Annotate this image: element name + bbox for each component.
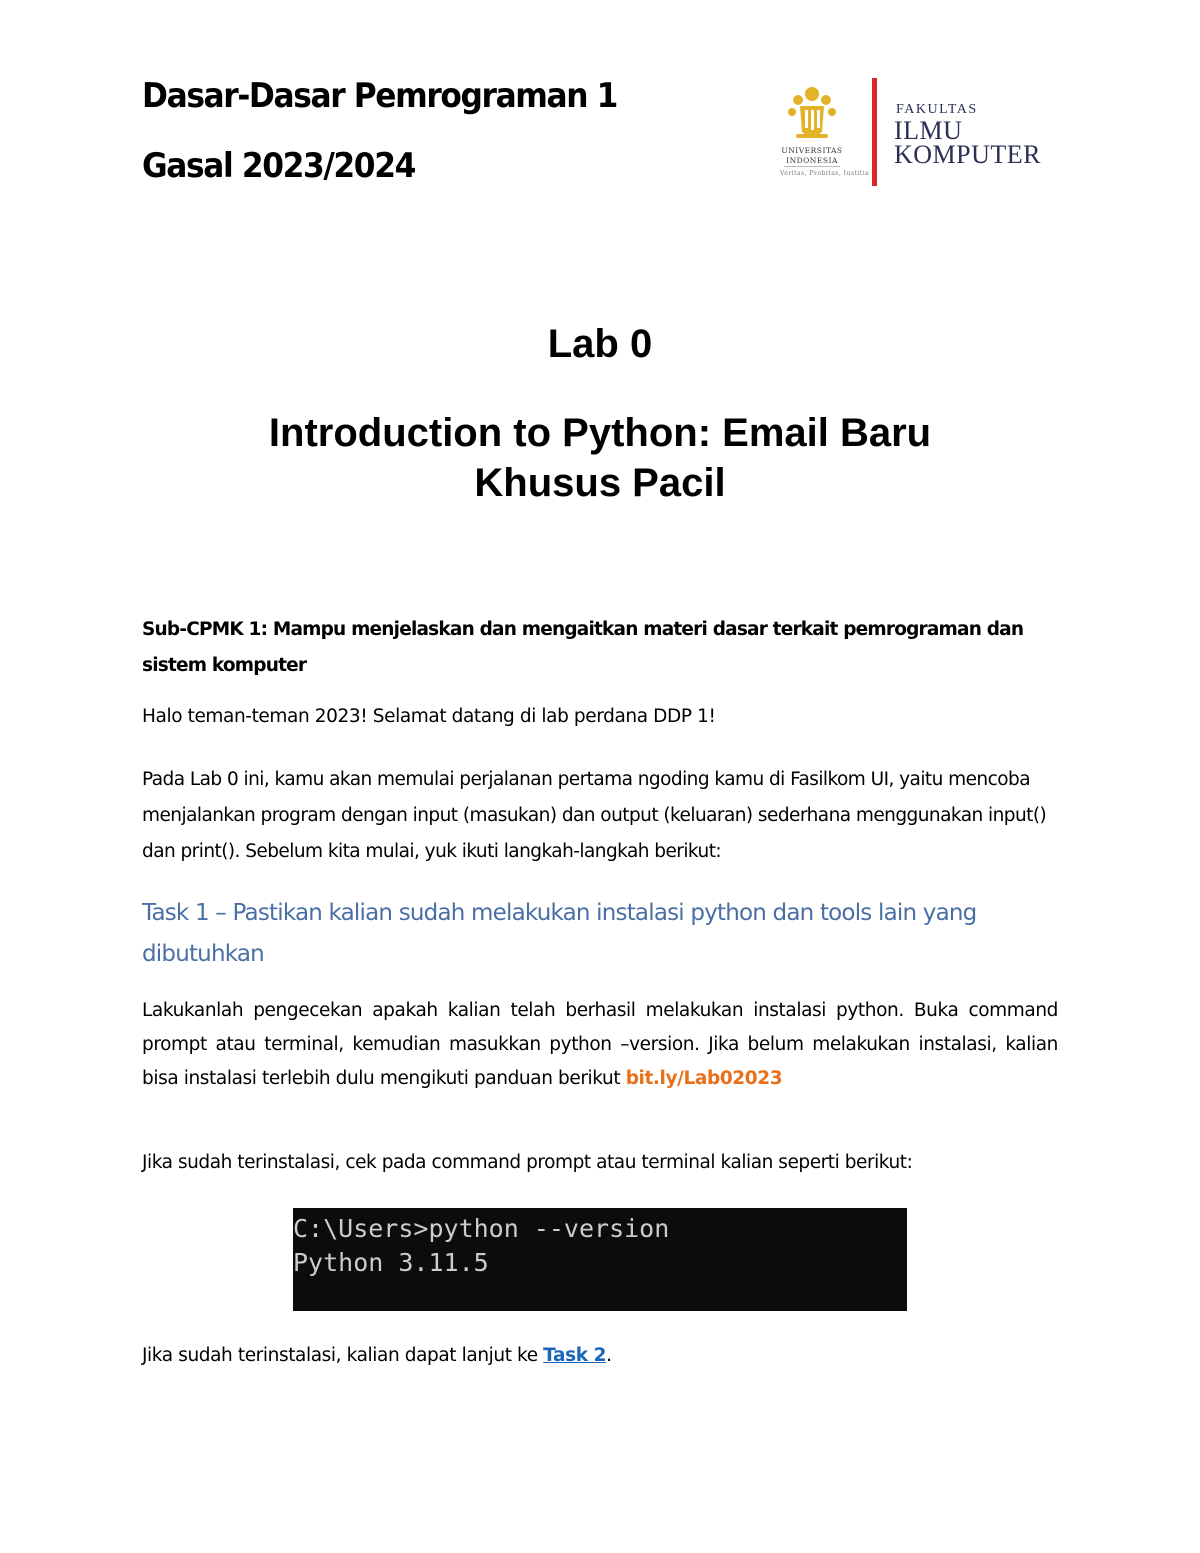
document-title-line-1: Introduction to Python: Email Baru — [268, 411, 932, 455]
install-guide-link[interactable]: bit.ly/Lab02023 — [625, 1068, 783, 1089]
task2-link[interactable]: Task 2 — [543, 1345, 607, 1366]
task1-heading: Task 1 – Pastikan kalian sudah melakukan instalasi python dan tools lain yang dibutuhkan — [142, 900, 977, 967]
ui-logo-motto: Veritas, Probitas, Iustitia — [780, 170, 870, 177]
ui-logo-text-2: INDONESIA — [786, 156, 838, 165]
faculty-logo-bar — [872, 78, 877, 186]
makara-emblem-icon — [786, 82, 838, 144]
continue-text: Jika sudah terinstalasi, kalian dapat lanjut ke — [142, 1345, 544, 1366]
document-title-line-2: Khusus Pacil — [474, 461, 726, 505]
task1-paragraph — [142, 994, 1058, 1096]
faculty-logo-text-1: FAKULTAS — [896, 102, 978, 117]
sub-cpmk: Sub-CPMK 1: Mampu menjelaskan dan mengaitkan materi dasar terkait pemrograman dan sistem komputer — [142, 619, 1024, 676]
course-semester: Gasal 2023/2024 — [142, 146, 415, 186]
universitas-indonesia-logo — [780, 82, 870, 182]
intro-paragraph: Pada Lab 0 ini, kamu akan memulai perjalanan pertama ngoding kamu di Fasilkom UI, yaitu mencoba menjalankan program dengan input (masukan) dan output (keluaran) sederhana menggunakan input() dan print(). Sebelum kita mulai, yuk ikuti langkah-langkah berikut: — [142, 769, 1047, 862]
faculty-logo-text-2: ILMU — [894, 116, 963, 145]
terminal-screenshot — [293, 1208, 907, 1311]
lab-title: Lab 0 — [547, 322, 653, 366]
terminal-output-line: Python 3.11.5 — [293, 1248, 489, 1277]
ui-logo-text-1: UNIVERSITAS — [781, 146, 843, 155]
document-title — [0, 408, 1200, 508]
terminal-command-line: C:\Users>python --version — [293, 1214, 670, 1243]
greeting-paragraph: Halo teman-teman 2023! Selamat datang di lab perdana DDP 1! — [142, 706, 716, 727]
ui-logo-divider — [784, 166, 840, 167]
course-name: Dasar-Dasar Pemrograman 1 — [142, 76, 618, 116]
continue-period: . — [606, 1345, 612, 1366]
task1-paragraph-text: Lakukanlah pengecekan apakah kalian telah berhasil melakukan instalasi python. Buka command prompt atau terminal, kemudian masukkan python –version. Jika belum melakukan instalasi, kalian bisa instalasi terlebih dulu mengikuti panduan berikut — [142, 1000, 1058, 1089]
check-instruction: Jika sudah terinstalasi, cek pada command prompt atau terminal kalian seperti berikut: — [142, 1152, 913, 1173]
faculty-logo-text-3: KOMPUTER — [894, 140, 1042, 169]
continue-paragraph — [142, 1345, 1058, 1366]
